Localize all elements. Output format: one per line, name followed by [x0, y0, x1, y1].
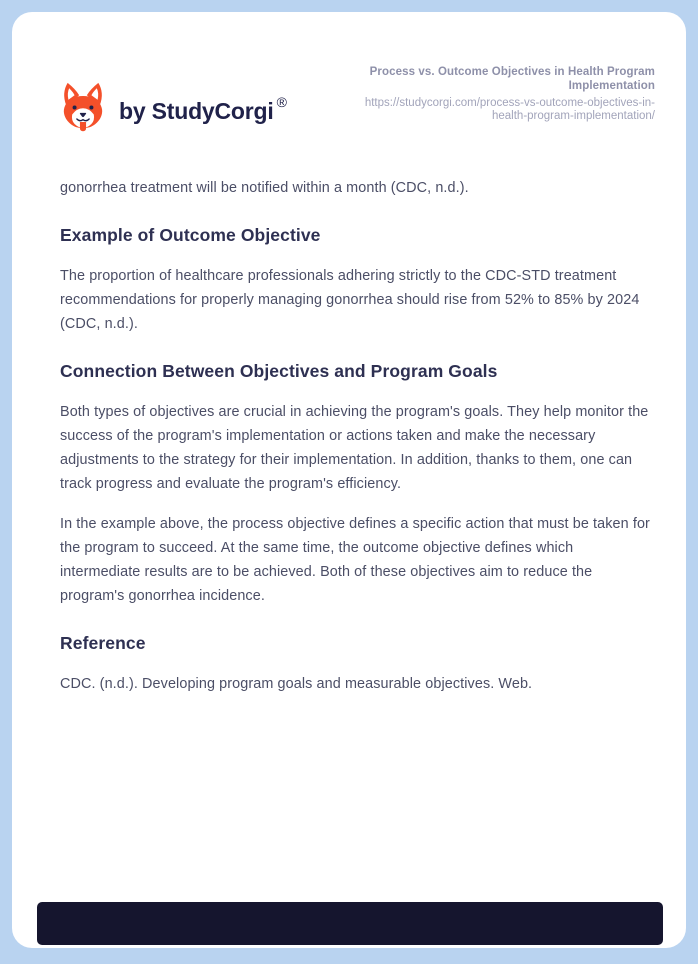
document-title: Process vs. Outcome Objectives in Health Program Implementation — [369, 66, 655, 92]
bottom-media-banner[interactable] — [37, 902, 663, 945]
heading-example-of-outcome-objective: Example of Outcome Objective — [60, 225, 321, 245]
paragraph-connection-1: Both types of objectives are crucial in achieving the program's goals. They help monitor the success of the program's implementation or actions taken and make the necessary adjustments to the strategy for their implementation. In addition, thanks to them, one can track progress and evaluate the program's efficiency. — [60, 404, 649, 492]
paragraph-intro-fragment: gonorrhea treatment will be notified within a month (CDC, n.d.). — [60, 180, 469, 196]
document-card — [12, 12, 686, 948]
brand-logo[interactable] — [60, 82, 287, 136]
corgi-dog-icon — [60, 82, 106, 136]
document-url-link[interactable]: https://studycorgi.com/process-vs-outcome-objectives-in-health-program-implementation/ — [364, 97, 655, 122]
heading-reference: Reference — [60, 633, 146, 653]
paragraph-reference-citation: CDC. (n.d.). Developing program goals and measurable objectives. Web. — [60, 676, 533, 692]
header — [12, 12, 686, 136]
paragraph-connection-2: In the example above, the process objective defines a specific action that must be taken for the program to succeed. At the same time, the outcome objective defines which intermediate results are to be achieved. Both of these objectives aim to reduce the program's gonorrhea incidence. — [60, 516, 650, 604]
brand-name: by StudyCorgi — [119, 98, 274, 124]
registered-trademark-icon: ® — [276, 94, 287, 110]
document-meta — [333, 66, 655, 123]
paragraph-outcome-objective: The proportion of healthcare professionals adhering strictly to the CDC-STD treatment recommendations for properly managing gonorrhea should rise from 52% to 85% by 2024 (CDC, n.d.). — [60, 268, 640, 332]
heading-connection-objectives-program-goals: Connection Between Objectives and Program Goals — [60, 361, 498, 381]
article-content — [12, 136, 686, 696]
